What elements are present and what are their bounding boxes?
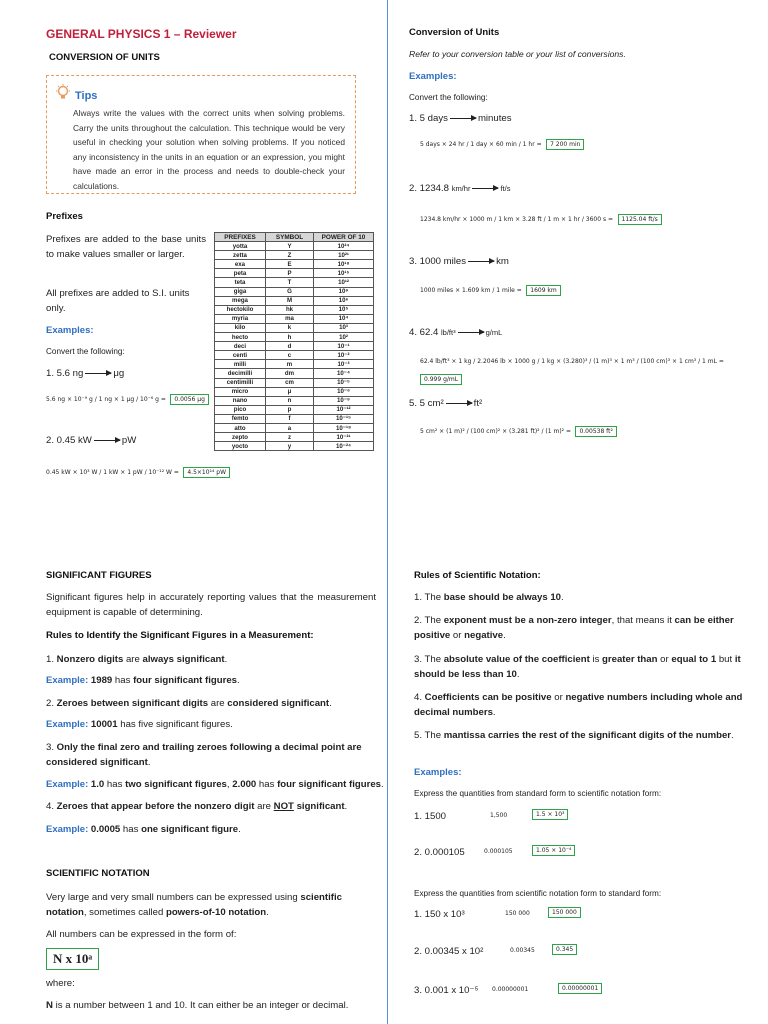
table-cell: T — [266, 278, 314, 287]
sci-rule-1: 1. The base should be always 10. — [414, 592, 564, 603]
table-cell: 10⁻⁵ — [314, 378, 374, 387]
table-row — [215, 333, 374, 342]
table-cell: hecto — [215, 333, 266, 342]
table-cell: deci — [215, 342, 266, 351]
table-row — [215, 278, 374, 287]
table-cell: 10¹⁵ — [314, 269, 374, 278]
table-cell: m — [266, 360, 314, 369]
n-definition: N is a number between 1 and 10. It can either be an integer or decimal. — [46, 1000, 349, 1011]
prefixes-heading: Prefixes — [46, 211, 83, 222]
prefixes-paragraph-2: All prefixes are added to S.I. units only. — [46, 288, 190, 314]
answer-box: 0.00000001 — [558, 983, 602, 994]
table-row — [215, 360, 374, 369]
sci-example-2-work: 0.000105 — [484, 848, 513, 855]
table-cell: 10⁻¹ — [314, 342, 374, 351]
right-example-4: 4. 62.4 lb/ft³ g/mL — [409, 327, 503, 338]
arrow-icon — [94, 440, 120, 441]
table-row — [215, 396, 374, 405]
table-cell: 10⁶ — [314, 296, 374, 305]
table-cell: 10⁴ — [314, 314, 374, 323]
sci-rule-4: 4. Coefficients can be positive or negative numbers including whole and decimal numbers. — [414, 692, 743, 718]
table-cell: n — [266, 396, 314, 405]
table-cell: 10⁻² — [314, 351, 374, 360]
table-cell: f — [266, 414, 314, 423]
table-cell: nano — [215, 396, 266, 405]
std-example-2: 2. 0.00345 x 10² — [414, 946, 484, 957]
table-cell: exa — [215, 260, 266, 269]
sci-rule-2: 2. The exponent must be a non-zero integer, that means it can be either positive or negative. — [414, 615, 734, 641]
table-cell: 10¹⁸ — [314, 260, 374, 269]
table-row — [215, 260, 374, 269]
right-example-3: 3. 1000 miles km — [409, 256, 509, 267]
table-row — [215, 387, 374, 396]
answer-box: 1.05 × 10⁻⁴ — [532, 845, 575, 856]
table-row — [215, 369, 374, 378]
right-example-2-work: 1234.8 km/hr × 1000 m / 1 km × 3.28 ft / 1 m × 1 hr / 3600 s = 1125.04 ft/s — [420, 208, 662, 226]
table-cell: 10⁻²¹ — [314, 433, 374, 442]
table-cell: hectokilo — [215, 305, 266, 314]
sigfig-heading: SIGNIFICANT FIGURES — [46, 570, 152, 581]
std-example-1-work: 150 000 — [505, 910, 530, 917]
table-cell: E — [266, 260, 314, 269]
table-cell: 10⁵ — [314, 305, 374, 314]
page-title: GENERAL PHYSICS 1 – Reviewer — [46, 27, 237, 41]
table-header-cell: POWER OF 10 — [314, 233, 374, 242]
table-cell: cm — [266, 378, 314, 387]
answer-box: 0.00538 ft² — [575, 426, 616, 437]
arrow-icon — [450, 118, 476, 119]
table-cell: dm — [266, 369, 314, 378]
tips-box — [46, 75, 356, 194]
table-row — [215, 305, 374, 314]
table-cell: hk — [266, 305, 314, 314]
table-cell: myria — [215, 314, 266, 323]
examples-label-right: Examples: — [409, 71, 457, 82]
table-cell: milli — [215, 360, 266, 369]
sci-notation-heading: SCIENTIFIC NOTATION — [46, 868, 150, 879]
table-cell: micro — [215, 387, 266, 396]
sci-example-2: 2. 0.000105 — [414, 847, 465, 858]
sigfig-paragraph: Significant figures help in accurately reporting values that the measurement equipment is capable of determining. — [46, 592, 376, 618]
answer-box: 0.0056 μg — [170, 394, 209, 405]
table-cell: h — [266, 333, 314, 342]
table-row — [215, 269, 374, 278]
table-cell: M — [266, 296, 314, 305]
prefixes-paragraph-1: Prefixes are added to the base units to make values smaller or larger. — [46, 234, 206, 260]
answer-box: 7 200 min — [546, 139, 584, 150]
sigfig-rules-heading: Rules to Identify the Significant Figures in a Measurement: — [46, 630, 314, 641]
right-example-4-work: 62.4 lb/ft³ × 1 kg / 2.2046 lb × 1000 g / 1 kg × (3.280)³ / (1 m)³ × 1 m³ / (100 cm)³ × 1 cm³ / 1 mL = 0.999 g/mL — [420, 358, 724, 383]
express-sci-to-standard: Express the quantities from scientific notation form to standard form: — [414, 889, 662, 898]
answer-box: 1125.04 ft/s — [618, 214, 662, 225]
table-cell: 10⁻¹⁸ — [314, 423, 374, 432]
std-example-1: 1. 150 x 10³ — [414, 909, 465, 920]
right-example-1: 1. 5 days minutes — [409, 113, 512, 124]
table-row — [215, 296, 374, 305]
table-cell: decimilli — [215, 369, 266, 378]
lightbulb-icon — [55, 84, 71, 102]
table-cell: Z — [266, 251, 314, 260]
table-cell: 10⁻⁴ — [314, 369, 374, 378]
table-header-cell: PREFIXES — [215, 233, 266, 242]
table-row — [215, 423, 374, 432]
left-example-2-work: 0.45 kW × 10³ W / 1 kW × 1 pW / 10⁻¹² W = 4.5×10¹⁴ pW — [46, 461, 230, 479]
table-cell: 10⁻³ — [314, 360, 374, 369]
table-cell: 10¹² — [314, 278, 374, 287]
table-cell: 10⁹ — [314, 287, 374, 296]
sigfig-example-3: Example: 1.0 has two significant figures, 2.000 has four significant figures. — [46, 779, 384, 790]
prefix-table — [214, 232, 374, 451]
right-example-5: 5. 5 cm² ft² — [409, 398, 483, 409]
arrow-icon — [468, 261, 494, 262]
right-example-1-work: 5 days × 24 hr / 1 day × 60 min / 1 hr = 7 200 min — [420, 133, 584, 151]
table-cell: P — [266, 269, 314, 278]
table-cell: mega — [215, 296, 266, 305]
table-cell: zepto — [215, 433, 266, 442]
table-row — [215, 378, 374, 387]
table-cell: 10²⁴ — [314, 242, 374, 251]
table-cell: femto — [215, 414, 266, 423]
express-standard-to-sci: Express the quantities from standard form to scientific notation form: — [414, 789, 662, 798]
sigfig-example-4: Example: 0.0005 has one significant figure. — [46, 824, 241, 835]
table-row — [215, 405, 374, 414]
formula-box: N x 10ᵃ — [46, 948, 99, 970]
table-cell: Y — [266, 242, 314, 251]
convert-following-right: Convert the following: — [409, 93, 488, 102]
table-cell: a — [266, 423, 314, 432]
sci-notation-form-text: All numbers can be expressed in the form of: — [46, 929, 237, 940]
examples-label-left: Examples: — [46, 325, 94, 336]
answer-box: 1609 km — [526, 285, 561, 296]
answer-box: 1.5 × 10³ — [532, 809, 568, 820]
conversion-units-heading: Conversion of Units — [409, 27, 500, 38]
table-cell: 10⁻¹⁵ — [314, 414, 374, 423]
std-example-3: 3. 0.001 x 10⁻⁵ — [414, 985, 479, 996]
sigfig-rule-2: 2. Zeroes between significant digits are considered significant. — [46, 698, 332, 709]
table-row — [215, 323, 374, 332]
sigfig-example-1: Example: 1989 has four significant figures. — [46, 675, 240, 686]
right-example-3-work: 1000 miles × 1.609 km / 1 mile = 1609 km — [420, 279, 561, 297]
table-row — [215, 287, 374, 296]
sigfig-rule-3: 3. Only the final zero and trailing zeroes following a decimal point are considered significant. — [46, 742, 362, 768]
left-example-1-work: 5.6 ng × 10⁻⁹ g / 1 ng × 1 μg / 10⁻⁶ g = 0.0056 μg — [46, 388, 209, 406]
right-example-5-work: 5 cm² × (1 m)² / (100 cm)² × (3.281 ft)² / (1 m)² = 0.00538 ft² — [420, 420, 617, 438]
arrow-icon — [85, 373, 111, 374]
table-cell: ma — [266, 314, 314, 323]
table-cell: 10²¹ — [314, 251, 374, 260]
table-row — [215, 342, 374, 351]
table-cell: 10⁻²⁴ — [314, 442, 374, 451]
table-cell: atto — [215, 423, 266, 432]
conversion-subtitle: Refer to your conversion table or your list of conversions. — [409, 49, 626, 59]
table-cell: k — [266, 323, 314, 332]
sigfig-rule-4: 4. Zeroes that appear before the nonzero digit are NOT significant. — [46, 801, 348, 812]
tips-text: Always write the values with the correct units when solving problems. Carry the units throughout the calculation. This technique would be very useful in checking your solution when solving problems. If you noticed any inconsistency in the units in an equation or an expression, you might have made an error in the process and needs to double-check your calculations. — [73, 108, 345, 191]
left-example-2: 2. 0.45 kW pW — [46, 435, 137, 446]
table-cell: p — [266, 405, 314, 414]
table-row — [215, 433, 374, 442]
examples-label-right-2: Examples: — [414, 767, 462, 778]
column-divider — [387, 0, 388, 1024]
table-cell: kilo — [215, 323, 266, 332]
table-cell: y — [266, 442, 314, 451]
table-cell: zetta — [215, 251, 266, 260]
table-cell: 10⁻⁶ — [314, 387, 374, 396]
table-header-cell: SYMBOL — [266, 233, 314, 242]
std-example-3-work: 0.00000001 — [492, 986, 529, 993]
table-cell: yotta — [215, 242, 266, 251]
right-example-2: 2. 1234.8 km/hr ft/s — [409, 183, 511, 194]
table-cell: centimilli — [215, 378, 266, 387]
answer-box: 4.5×10¹⁴ pW — [183, 467, 230, 478]
sci-rules-heading: Rules of Scientific Notation: — [414, 570, 541, 581]
answer-box: 150 000 — [548, 907, 581, 918]
arrow-icon — [472, 188, 498, 189]
sci-example-1: 1. 1500 — [414, 811, 447, 822]
table-row — [215, 314, 374, 323]
table-cell: c — [266, 351, 314, 360]
sci-rule-3: 3. The absolute value of the coefficient is greater than or equal to 1 but it should be less than 10. — [414, 654, 741, 680]
convert-following-left: Convert the following: — [46, 347, 125, 356]
tips-title: Tips — [75, 90, 98, 102]
sci-example-1-work: 1,500 — [490, 812, 508, 819]
left-example-1: 1. 5.6 ng μg — [46, 368, 125, 379]
answer-box: 0.345 — [552, 944, 577, 955]
table-cell: 10⁻¹² — [314, 405, 374, 414]
table-cell: giga — [215, 287, 266, 296]
prefix-table-header — [215, 233, 374, 242]
conversion-heading: CONVERSION OF UNITS — [49, 52, 160, 63]
table-cell: μ — [266, 387, 314, 396]
sigfig-rule-1: 1. Nonzero digits are always significant. — [46, 654, 228, 665]
table-cell: 10⁻⁹ — [314, 396, 374, 405]
table-cell: teta — [215, 278, 266, 287]
sci-notation-paragraph: Very large and very small numbers can be expressed using scientific notation, sometimes called powers-of-10 notation. — [46, 892, 342, 918]
table-row — [215, 414, 374, 423]
table-cell: yocto — [215, 442, 266, 451]
table-cell: z — [266, 433, 314, 442]
table-row — [215, 251, 374, 260]
table-cell: pico — [215, 405, 266, 414]
table-cell: G — [266, 287, 314, 296]
table-cell: centi — [215, 351, 266, 360]
std-example-2-work: 0.00345 — [510, 947, 535, 954]
table-cell: 10³ — [314, 323, 374, 332]
sigfig-example-2: Example: 10001 has five significant figures. — [46, 719, 233, 730]
answer-box: 0.999 g/mL — [420, 374, 462, 385]
arrow-icon — [446, 403, 472, 404]
table-row — [215, 351, 374, 360]
where-label: where: — [46, 978, 75, 989]
table-row — [215, 242, 374, 251]
table-row — [215, 442, 374, 451]
sci-rule-5: 5. The mantissa carries the rest of the significant digits of the number. — [414, 730, 734, 741]
arrow-icon — [458, 332, 484, 333]
table-cell: 10² — [314, 333, 374, 342]
table-cell: peta — [215, 269, 266, 278]
table-cell: d — [266, 342, 314, 351]
